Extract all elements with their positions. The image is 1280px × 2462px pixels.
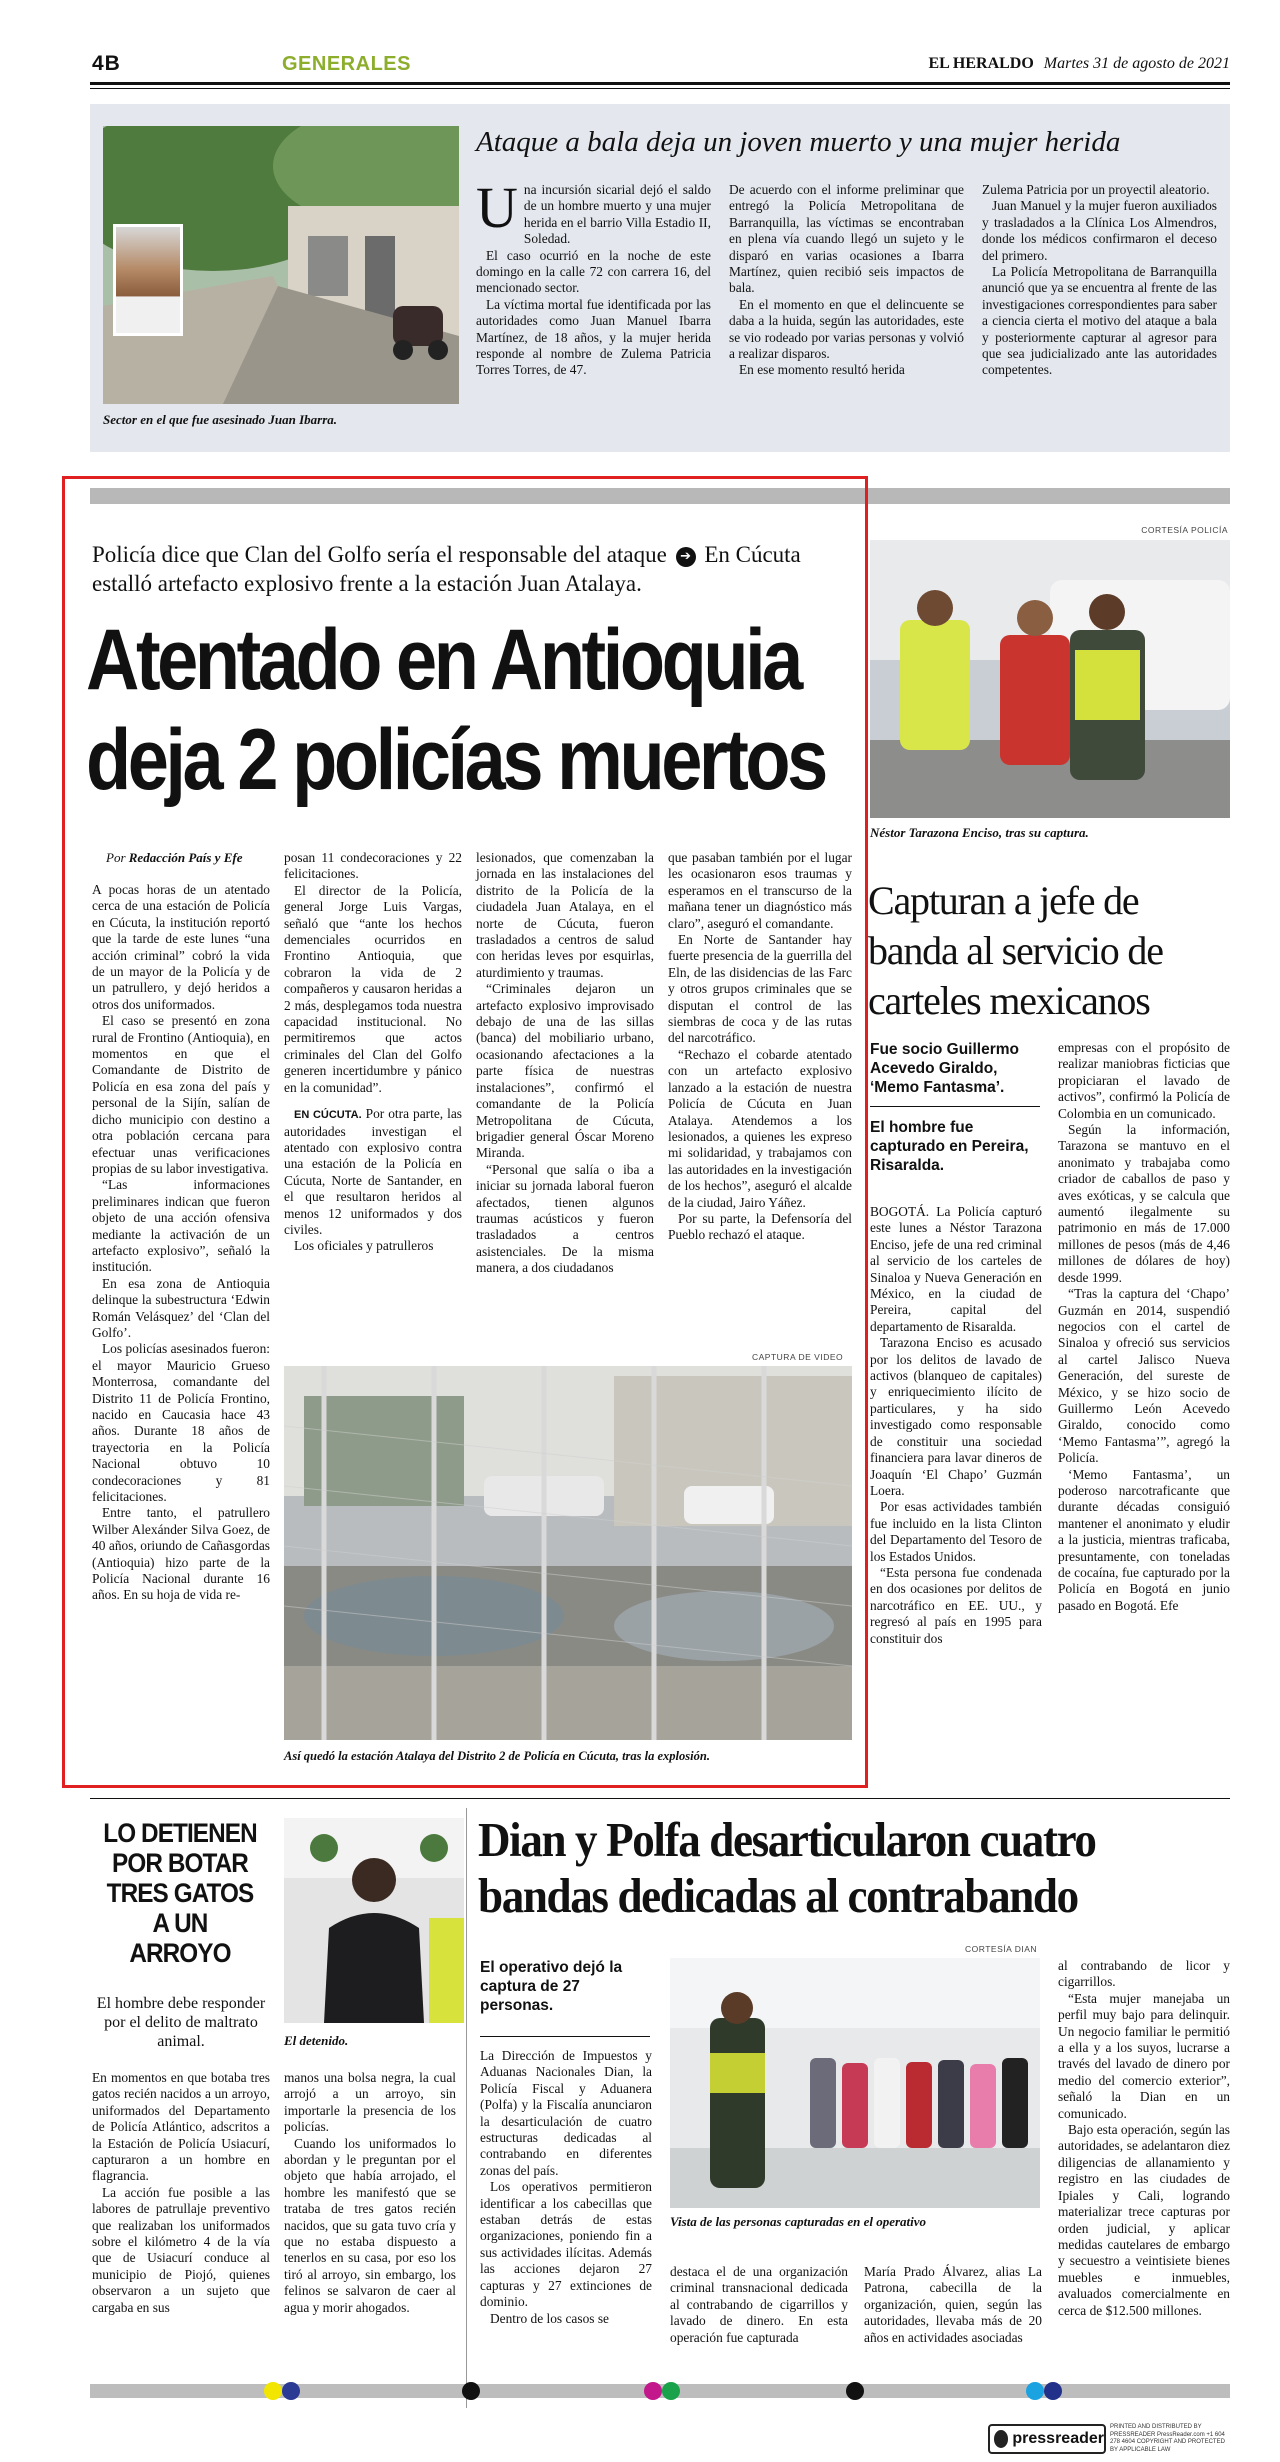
kicker-a: Policía dice que Clan del Golfo sería el responsable del ataque [92,542,667,567]
date: Martes 31 de agosto de 2021 [1043,55,1230,72]
registration-dot-navy [1044,2382,1062,2400]
dian-right-p1: al contrabando de licor y cigarrillos. [1058,1958,1230,1990]
detainee-image [284,1818,464,2023]
main-col1-p1: A pocas horas de un atentado cerca de una estación de Policía en Cúcuta, la institución reportó que la tarde de este lunes “una acción criminal” cobró la vida de un mayor de la Policía y de un patrullero, y dejó heridos a otros dos uniformados. [92,882,270,1012]
top-col2-p1: De acuerdo con el informe preliminar que entregó la Policía Metropolitana de Barranquilla, las víctimas se encontraban en plena vía cuando llegó un sujeto y le disparó en varias ocasiones a Ibarra Martínez, quien recibió seis impactos de bala. [729,182,964,296]
main-col4-p4: Por su parte, la Defensoría del Pueblo rechazó el ataque. [668,1210,852,1243]
main-headline-line1: Atentado en Antioquia [86,612,800,708]
top-story-col-2 [729,182,964,379]
byline [106,850,242,866]
dian-photo-caption: Vista de las personas capturadas en el operativo [670,2214,927,2229]
capture-deck-2: El hombre fue capturado en Pereira, Risaralda. [870,1119,1029,1174]
captured-people-image [670,1958,1040,2208]
capture-headline: Capturan a jefe de banda al servicio de carteles mexicanos [868,878,1163,1023]
main-col4-p2: En Norte de Santander hay fuerte presencia de la guerrilla del Eln, de las disidencias de las Farc y otros grupos criminales que se disputan el control de las siembras de coca y de las rutas del narcotráfico. [668,932,852,1046]
subhead-en-cucuta: EN CÚCUTA. [294,1109,362,1122]
bottom-column-divider [466,1808,467,2408]
byline-name: Redacción País y Efe [128,850,243,865]
dian-photo-credit: CORTESÍA DIAN [965,1944,1037,1954]
registration-dot-magenta [644,2382,662,2400]
main-col2-p4: Los oficiales y patrulleros [294,1238,434,1254]
capture-photo-caption: Néstor Tarazona Enciso, tras su captura. [870,825,1089,840]
bottom-section-rule [90,1798,1230,1799]
dian-col-mid2 [864,2264,1042,2346]
registration-dot-blue [282,2382,300,2400]
top-col1-p2: El caso ocurrió en la noche de este domingo en la calle 72 con carrera 16, del mencionado sector. [476,247,711,296]
dian-right-p3: Bajo esta operación, según las autoridades, se adelantaron diez diligencias de allanamiento y registro en las ciudades de Ipiales y Cali, logrando materializar trece capturas por orden judicial, y aplicar medidas cautelares de embargo y secuestro a veintisiete bienes muebles e inmuebles, avaluados comercialmente en cerca de $12.500 millones. [1058,2122,1230,2318]
capture-left-p3: Por esas actividades también fue incluido en la lista Clinton del Departamento del Tesoro de los Estados Unidos. [870,1499,1042,1564]
pressreader-icon [994,2430,1008,2448]
main-headline [86,610,825,810]
capture-right-p4: ‘Memo Fantasma’, un poderoso narcotraficante que durante décadas consiguió mantener el anonimato y eludir a la justicia, mientras traficaba, presuntamente, con toneladas de cocaína, fue capturado por la Policía en Bogotá en junio pasado en Bogotá. Efe [1058,1466,1230,1613]
top-story-col-3 [982,182,1217,379]
victim-portrait [113,224,183,336]
main-col2-p1: posan 11 condecoraciones y 22 felicitaciones. [284,850,462,882]
top-col1-p3: La víctima mortal fue identificada por las autoridades como Juan Manuel Ibarra Martínez, de 18 años, y la mujer herida responde al nombre de Zulema Patricia Torres Torres, de 47. [476,296,711,378]
pressreader-fine-print: PRINTED AND DISTRIBUTED BY PRESSREADER PressReader.com +1 604 278 4604 COPYRIGHT AND PROTECTED BY APPLICABLE LAW [1110,2424,1225,2453]
main-col-4 [668,850,852,1244]
dian-right-p2: “Esta mujer manejaba un perfil muy bajo para delinquir. Un negocio familiar le permitió a ella y a los suyos, lucrarse a través del lavado de dinero por medio del comercio exterior”, señaló la Dian en un comunicado. [1058,1990,1230,2121]
header-rule-thin [90,88,1230,89]
main-col-3 [476,850,654,1277]
dian-headline: Dian y Polfa desarticularon cuatro bandas dedicadas al contrabando [478,1812,1096,1923]
dian-left-p3: Dentro de los casos se [490,2310,609,2326]
main-col1-p3: “Las informaciones preliminares indican que fueron objeto de una acción ofensiva mediante la activación de un artefacto explosivo”, señaló la institución. [92,1177,270,1275]
capture-col-right [1058,1040,1230,1614]
capture-photo-credit: CORTESÍA POLICÍA [1141,525,1228,535]
main-col3-p1: lesionados, que comenzaban la jornada en las instalaciones del distrito de la Policía de la ciudadela Juan Atalaya, en el norte de Cúcuta, fueron trasladados a centros de salud con heridas leves por esquirlas, aturdimiento y traumas. [476,850,654,980]
main-col3-p2: “Criminales dejaron un artefacto explosivo improvisado debajo de una de las sillas (banca) del mobiliario urbano, ocasionando afectaciones a la parte física de nuestras instalaciones”, confirmó el comandante de la Policía Metropolitana de Cúcuta, brigadier general Óscar Moreno Miranda. [476,981,654,1161]
dian-photo [670,1958,1040,2208]
arrest-scene-image [870,540,1230,818]
dian-mid2-p1: María Prado Álvarez, alias La Patrona, cabecilla de la organización, quien, según las autoridades, llevaba más de 20 años en actividades asociadas [864,2264,1042,2345]
cats-headline: LO DETIENEN POR BOTAR TRES GATOS A UN ARROYO [103,1818,257,1968]
main-col-2 [284,850,462,1255]
dian-col-mid1 [670,2264,848,2346]
cats-col-left [92,2070,270,2316]
cats-photo [284,1818,464,2023]
main-headline-line2: deja 2 policías muertos [86,712,825,808]
page-number: 4B [92,52,121,75]
capture-photo [870,540,1230,818]
main-photo-credit: CAPTURA DE VIDEO [752,1352,844,1362]
top-story-col-1 [476,175,711,379]
dian-left-p1: La Dirección de Impuestos y Aduanas Nacionales Dian, la Policía Fiscal y Aduanera (Polfa) y la Fiscalía anunciaron la desarticulación de cuatro estructuras dedicadas al contrabando en diferentes zonas del país. [480,2048,652,2178]
dian-deck-rule [480,2036,650,2037]
pressreader-brand: pressreader [1012,2430,1104,2447]
arrow-right-icon: ➔ [676,547,696,567]
cats-deck: El hombre debe responder por el delito de maltrato animal. [96,1995,266,2050]
top-story-photo [103,126,459,404]
top-col2-p3: En ese momento resultó herida [739,362,905,378]
kicker-b: En Cúcuta estalló artefacto explosivo frente a la estación Juan Atalaya. [92,542,801,596]
cats-col-right [284,2070,456,2316]
dian-mid1-p1: destaca el de una organización criminal transnacional dedicada al contrabando de cigarrillos y lavado de dinero. En esta operación fue capturada [670,2264,848,2345]
explosion-scene-image [284,1366,852,1740]
registration-dot-black-1 [462,2382,480,2400]
cats-left-p2: La acción fue posible a las labores de patrullaje preventivo que realizaban los uniformados sobre el kilómetro 4 de la vía que de Usiacurí conduce al municipio de Piojó, quienes observaron a un sujeto que cargaba en sus [92,2184,270,2315]
top-col1-p1: na incursión sicarial dejó el saldo de un hombre muerto y una mujer herida en el barrio Villa Estadio II, Soledad. [523,182,711,247]
top-story-headline: Ataque a bala deja un joven muerto y una mujer herida [476,126,1121,158]
capture-right-p3: “Tras la captura del ‘Chapo’ Guzmán en 2014, suspendió negocios con el cartel de Sinaloa y ofreció sus servicios al cartel Jalisco Nueva Generación, del sureste de México, y se hizo socio de Guillermo León Acevedo Giraldo, conocido como ‘Memo Fantasma’”, agregó la Policía. [1058,1286,1230,1466]
capture-deck-1: Fue socio Guillermo Acevedo Giraldo, ‘Memo Fantasma’. [870,1041,1019,1096]
capture-right-p2: Según la información, Tarazona se mantuvo en el anonimato y trabajaba como criador de caballos de paso y aves exóticas, y se calcula que aumentó ilegalmente su patrimonio en más de 17.000 millones de pesos (más de 4,46 millones de dólares de hoy) desde 1999. [1058,1122,1230,1285]
dian-col-right [1058,1958,1230,2319]
top-col2-p2: En el momento en que el delincuente se daba a la huida, según las autoridades, este se vio rodeado por varias personas y volvió a realizar disparos. [729,296,964,362]
registration-dot-black-2 [846,2382,864,2400]
top-col3-p3: La Policía Metropolitana de Barranquilla anunció que ya se encuentra al frente de las investigaciones correspondientes para saber a ciencia cierta el motivo del ataque a bala y posteriormente capturar al agresor para que sea judicializado ante las autoridades competentes. [982,264,1217,378]
main-col1-p2: El caso se presentó en zona rural de Frontino (Antioquia), en momentos en que el Comandante de Distrito de Policía en esa zona del país y personal de la Sijín, salían de dicho municipio con destino a otra población cercana para efectuar unas verificaciones propias de su labor investigativa. [92,1013,270,1176]
cats-left-p1: En momentos en que botaba tres gatos recién nacidos a un arroyo, uniformados del Departamento de Policía Atlántico, adscritos a la Estación de Policía Usiacurí, capturaron a un hombre en flagrancia. [92,2070,270,2184]
capture-left-p2: Tarazona Enciso es acusado por los delitos de lavado de activos (blanqueo de capitales) y enriquecimiento ilícito de particulares, y ha sido investigado como responsable de constituir una sociedad financiera para lavar dineros de Joaquín ‘El Chapo’ Guzmán Loera. [870,1335,1042,1498]
main-col2-p3: Por otra parte, las autoridades investigan el atentado con explosivo contra una estación de la Policía en Cúcuta, Norte de Santander, en el que resultaron heridos al menos 12 uniformados y dos civiles. [284,1106,462,1237]
main-photo-caption: Así quedó la estación Atalaya del Distrito 2 de Policía en Cúcuta, tras la explosión. [284,1749,710,1763]
cats-right-p2: Cuando los uniformados lo abordan y le preguntan por el objeto que había arrojado, el hombre les manifestó que se trataba de tres gatos recién nacidos, que su gata tuvo cría y que no estaba dispuesto a tenerlos en su casa, por eso los tiró al arroyo, sin embargo, los felinos se salvaron de caer al agua y morir ahogados. [284,2135,456,2315]
dian-col-left [480,2048,652,2327]
main-col1-p5: Los policías asesinados fueron: el mayor Mauricio Grueso Monterrosa, comandante del Distrito 11 de Policía Frontino, nacido en Caucasia hace 43 años. Durante 18 años de trayectoria en la Policía Nacional obtuvo 10 condecoraciones y 81 felicitaciones. [92,1341,270,1505]
main-col1-p4: En esa zona de Antioquia delinque la subestructura ‘Edwin Román Velásquez’ del ‘Clan del Golfo’. [92,1275,270,1340]
main-col4-p3: “Rechazo el cobarde atentado con un artefacto explosivo lanzado a la estación de nuestra Policía de Cúcuta en Juan Atalaya. Atendemos a los lesionados, a quienes les expreso mi solidaridad, y trabajamos con las autoridades en la investigación de los hechos”, aseguró el alcalde de la ciudad, Jairo Yáñez. [668,1046,852,1210]
top-col3-p1: Zulema Patricia por un proyectil aleatorio. [982,182,1210,197]
capture-left-p4: “Esta persona fue condenada en dos ocasiones por delitos de narcotráfico en EE. UU., y regresó al país en 1995 para constituir dos [870,1564,1042,1646]
header-rule [90,82,1230,85]
registration-dot-green [662,2382,680,2400]
dian-deck: El operativo dejó la captura de 27 personas. [480,1959,623,2014]
capture-col-left [870,1204,1042,1647]
capture-deck-rule [870,1106,1040,1107]
cats-right-p1: manos una bolsa negra, la cual arrojó a un arroyo, sin importarle la presencia de los policías. [284,2070,456,2135]
pressreader-logo[interactable] [988,2424,1106,2454]
main-col1-p6: Entre tanto, el patrullero Wilber Alexánder Silva Goez, de 40 años, oriundo de Cañasgordas (Antioquia) hizo parte de la Policía Nacional durante 16 años. En su hoja de vida re- [92,1505,270,1603]
paper-name: EL HERALDO [928,55,1034,72]
main-col3-p3: “Personal que salía o iba a iniciar su jornada laboral fueron afectados, tienen algunos traumas acústicos y fueron trasladados a centros asistenciales. De la misma manera, a dos ciudadanos [476,1161,654,1276]
main-photo [284,1366,852,1740]
top-story-photo-caption: Sector en el que fue asesinado Juan Ibarra. [103,412,338,427]
capture-left-p1: BOGOTÁ. La Policía capturó este lunes a Néstor Tarazona Enciso, jefe de una red criminal al servicio de los carteles de Sinaloa y Nueva Generación en México, en la ciudad de Pereira, capital del departamento de Risaralda. [870,1204,1042,1334]
main-col4-p1: que pasaban también por el lugar les ocasionaron esos traumas y esperamos en el transcurso de la mañana tener un diagnóstico más claro”, aseguró el comandante. [668,850,852,931]
cats-photo-caption: El detenido. [284,2033,349,2048]
capture-right-p1: empresas con el propósito de realizar maniobras ficticias que propiciaran el lavado de activos”, confirmó la Policía de Colombia en un comunicado. [1058,1040,1230,1121]
section-name: GENERALES [282,53,411,75]
masthead-date [928,55,1230,73]
main-story-kicker [92,540,852,598]
byline-prefix: Por [106,850,126,865]
dian-left-p2: Los operativos permitieron identificar a los cabecillas que estaban detrás de estas organizaciones, poniendo fin a sus actividades ilícitas. Además las acciones dejaron 27 capturas y 27 extinciones de dominio. [480,2179,652,2310]
dropcap: U [476,175,518,240]
main-col-1 [92,882,270,1604]
registration-dot-yellow [264,2382,282,2400]
main-col2-p2: El director de la Policía, general Jorge Luis Vargas, señaló que “ante los hechos demenciales ocurridos en Frontino Antioquia, que cobraron la vida de 2 compañeros y causaron heridas a 2 más, desplegamos toda nuestra capacidad institucional. No permitiremos que actos criminales del Clan del Golfo generen incertidumbre y pánico en la comunidad”. [284,882,462,1095]
registration-dot-cyan [1026,2382,1044,2400]
top-col3-p2: Juan Manuel y la mujer fueron auxiliados y trasladados a la Clínica Los Almendros, donde los médicos confirmaron el deceso del primero. [982,198,1217,263]
